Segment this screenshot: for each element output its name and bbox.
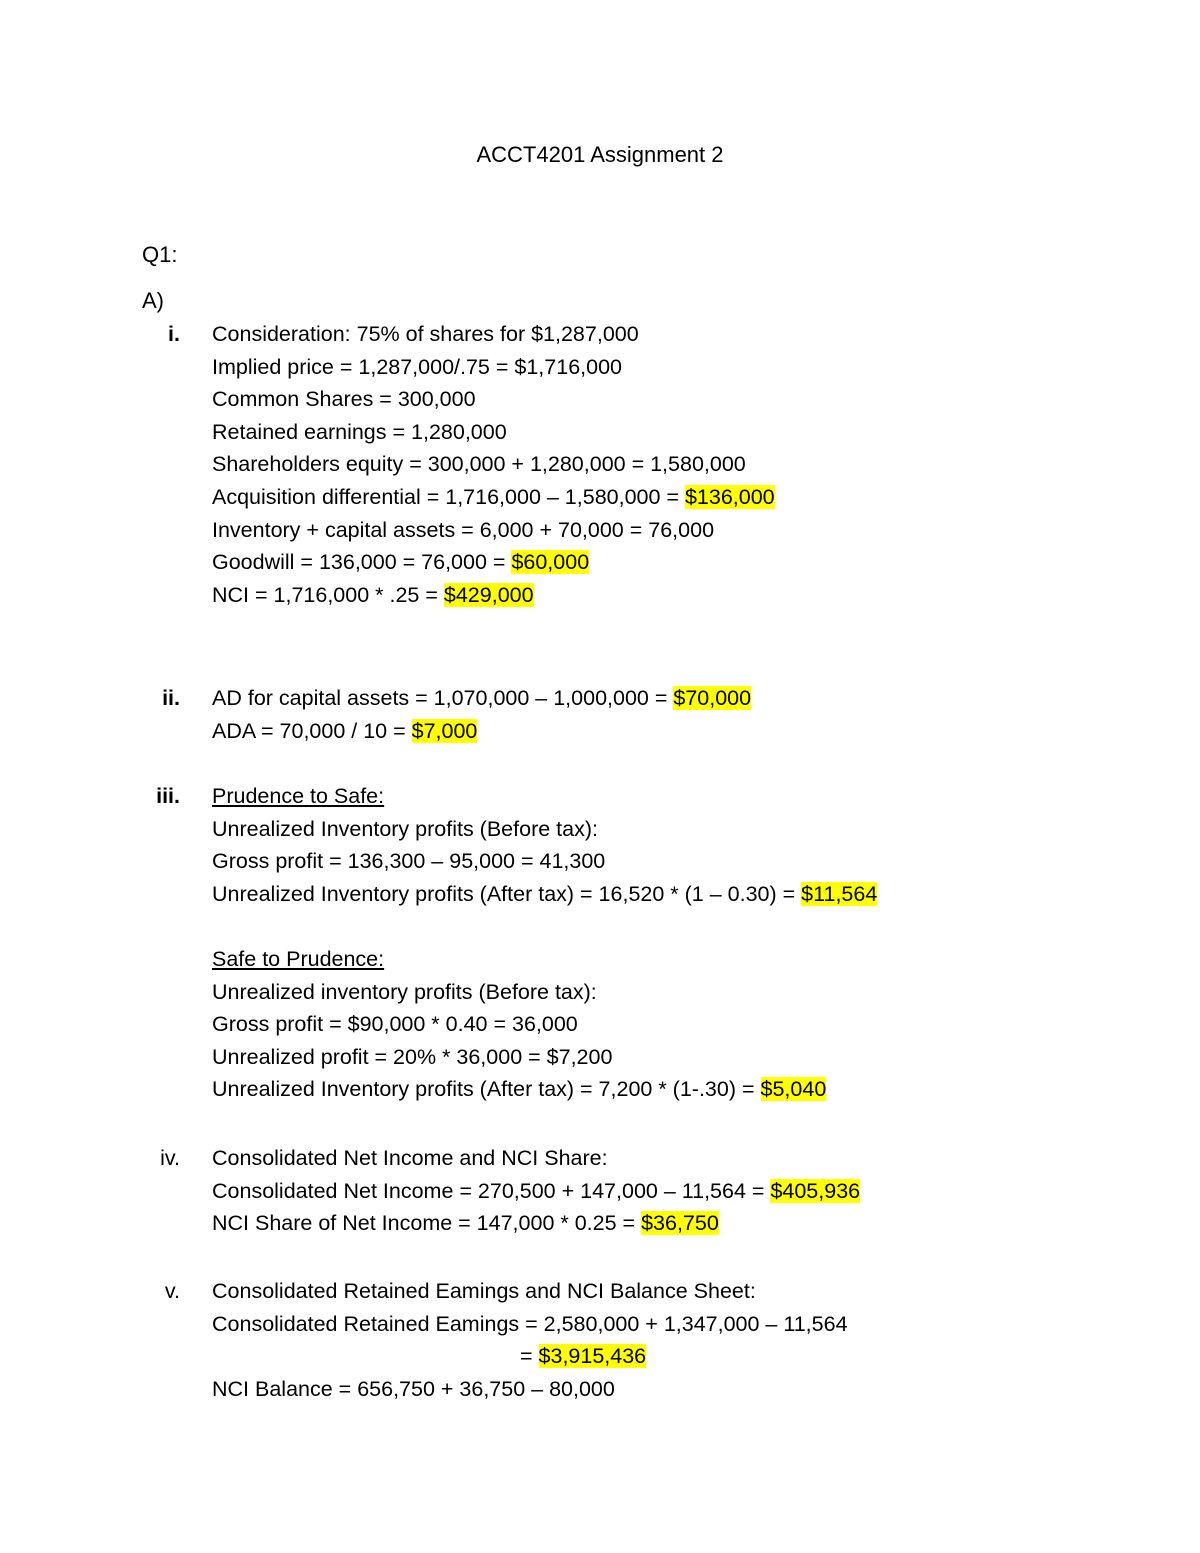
line-text: = bbox=[520, 1344, 539, 1369]
line-text: Consolidated Net Income = 270,500 + 147,000 – 11,564 = bbox=[212, 1178, 771, 1203]
line-text: AD for capital assets = 1,070,000 – 1,000,000 = bbox=[212, 686, 674, 710]
nci-balance-line: NCI Balance = 656,750 + 36,750 – 80,000 bbox=[212, 1376, 615, 1401]
line-text: Unrealized Inventory profits (After tax) = 7,200 * (1-.30) = bbox=[212, 1077, 761, 1102]
acquisition-differential-line bbox=[212, 481, 775, 514]
highlighted-answer: $36,750 bbox=[641, 1211, 719, 1236]
nci-line bbox=[212, 579, 534, 612]
highlighted-answer: $11,564 bbox=[801, 881, 878, 906]
part-label: A) bbox=[142, 288, 164, 313]
highlighted-answer: $7,000 bbox=[411, 718, 478, 743]
section-iii bbox=[142, 780, 1142, 1106]
section-iv bbox=[142, 1142, 1142, 1240]
question-label: Q1: bbox=[142, 242, 178, 267]
retained-earnings-result-line bbox=[520, 1340, 646, 1373]
line-text: Goodwill = 136,000 = 76,000 = bbox=[212, 550, 512, 575]
section-number: i. bbox=[168, 322, 180, 346]
highlighted-answer: $70,000 bbox=[673, 686, 752, 710]
unrealized-profit-line: Unrealized profit = 20% * 36,000 = $7,200 bbox=[212, 1044, 613, 1069]
highlighted-answer: $60,000 bbox=[511, 550, 590, 575]
consolidated-retained-earnings-line: Consolidated Retained Eamings = 2,580,000 + 1,347,000 – 11,564 bbox=[212, 1311, 848, 1336]
safe-to-prudence-heading: Safe to Prudence: bbox=[212, 946, 385, 971]
unrealized-after-tax-line bbox=[212, 878, 877, 911]
highlighted-answer: $405,936 bbox=[770, 1178, 861, 1203]
prudence-to-safe-heading: Prudence to Safe: bbox=[212, 784, 385, 808]
retained-earnings-heading: Consolidated Retained Eamings and NCI Balance Sheet: bbox=[212, 1279, 756, 1303]
line-text: ADA = 70,000 / 10 = bbox=[212, 718, 412, 743]
section-number: v. bbox=[164, 1279, 180, 1303]
line-text: Unrealized Inventory profits (After tax) = 16,520 * (1 – 0.30) = bbox=[212, 881, 802, 906]
retained-earnings-line: Retained earnings = 1,280,000 bbox=[212, 419, 507, 444]
document-title: ACCT4201 Assignment 2 bbox=[476, 142, 724, 167]
unrealized-before-tax-line: Unrealized inventory profits (Before tax): bbox=[212, 979, 597, 1004]
nci-share-line bbox=[212, 1207, 719, 1240]
consideration-line: Consideration: 75% of shares for $1,287,000 bbox=[212, 322, 639, 346]
line-text: Acquisition differential = 1,716,000 – 1,580,000 = bbox=[212, 484, 685, 509]
implied-price-line: Implied price = 1,287,000/.75 = $1,716,000 bbox=[212, 354, 623, 379]
line-text: NCI Share of Net Income = 147,000 * 0.25 = bbox=[212, 1211, 642, 1236]
unrealized-before-tax-line: Unrealized Inventory profits (Before tax): bbox=[212, 816, 598, 841]
inventory-capital-line: Inventory + capital assets = 6,000 + 70,000 = 76,000 bbox=[212, 517, 715, 542]
shareholders-equity-line: Shareholders equity = 300,000 + 1,280,000 = 1,580,000 bbox=[212, 452, 746, 477]
line-text: NCI = 1,716,000 * .25 = bbox=[212, 582, 444, 607]
unrealized-after-tax-line bbox=[212, 1073, 826, 1106]
section-v bbox=[142, 1275, 1142, 1405]
section-i bbox=[142, 318, 1142, 611]
consolidated-net-income-line bbox=[212, 1175, 860, 1208]
goodwill-line bbox=[212, 546, 589, 579]
net-income-heading: Consolidated Net Income and NCI Share: bbox=[212, 1146, 608, 1170]
ada-line bbox=[212, 715, 477, 748]
common-shares-line: Common Shares = 300,000 bbox=[212, 387, 476, 412]
gross-profit-line: Gross profit = $90,000 * 0.40 = 36,000 bbox=[212, 1012, 578, 1037]
highlighted-answer: $3,915,436 bbox=[538, 1344, 647, 1369]
section-number: ii. bbox=[162, 686, 180, 710]
gross-profit-line: Gross profit = 136,300 – 95,000 = 41,300 bbox=[212, 849, 606, 874]
highlighted-answer: $5,040 bbox=[760, 1077, 827, 1102]
section-number: iii. bbox=[156, 784, 180, 808]
section-number: iv. bbox=[160, 1146, 180, 1170]
highlighted-answer: $136,000 bbox=[684, 484, 775, 509]
ad-capital-assets-line bbox=[212, 682, 751, 715]
highlighted-answer: $429,000 bbox=[443, 582, 534, 607]
section-ii bbox=[142, 682, 1142, 747]
